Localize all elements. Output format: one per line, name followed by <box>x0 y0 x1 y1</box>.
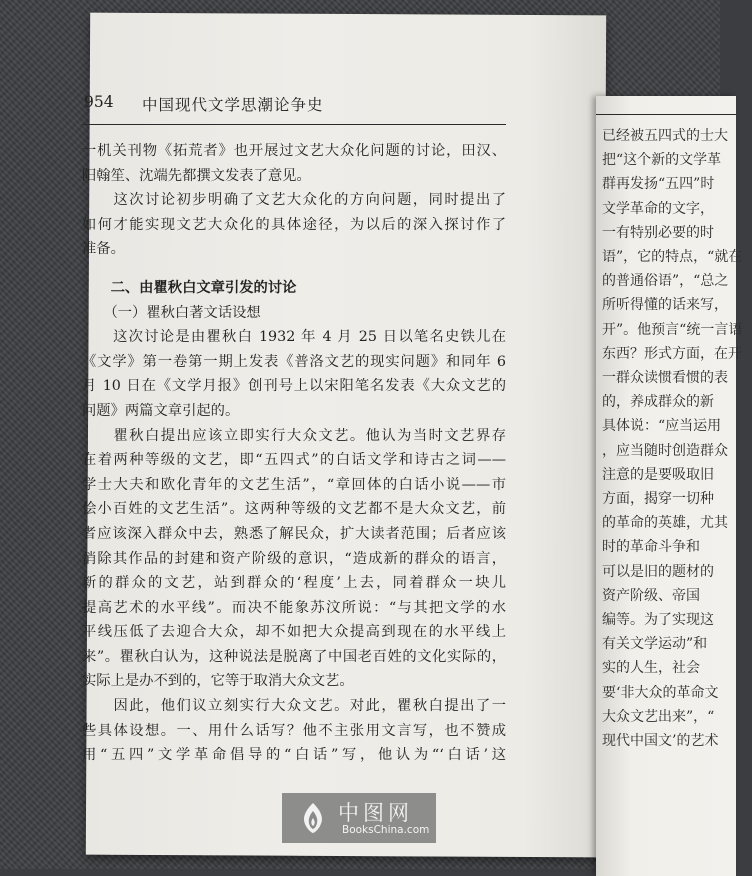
body-line: 些具体设想。一、用什么话写？他不主张用文言写，也不赞成 <box>82 722 506 739</box>
subsection-heading: （一）瞿秋白著文话设想 <box>82 304 261 321</box>
body-line: 一机关刊物《拓荒者》也开展过文艺大众化问题的讨论，田汉、 <box>82 143 506 159</box>
body-line: 月 10 日在《文学月报》创刊号上以宋阳笔名发表《大众文艺的 <box>82 378 506 395</box>
body-line: 平线压低了去迎合大众，却不如把大众提高到现在的水平线上 <box>82 624 506 641</box>
right-page-line: 有关文学运动”和 <box>602 636 708 653</box>
right-header-rule <box>596 114 736 115</box>
body-line: 提高艺术的水平线”。而决不能象苏汶所说：“与其把文学的水 <box>82 599 506 616</box>
right-page-line: 编等。为了实现这 <box>602 612 714 629</box>
body-line: 来”。瞿秋白认为，这种说法是脱离了中国老百姓的文化实际的， <box>82 648 506 665</box>
right-page-line: 的普通俗语”，“总之 <box>602 273 729 290</box>
body-line: 问题》两篇文章引起的。 <box>82 402 240 419</box>
body-line: 新的群众的文艺，站到群众的‘程度’上去，同着群众一块儿 <box>82 575 506 592</box>
right-page-line: 一群众读惯看惯的表 <box>602 370 728 387</box>
right-page-line: 把“这个新的文学革 <box>602 152 722 169</box>
right-page-line: 时的革命斗争和 <box>602 539 700 556</box>
section-heading: 二、由瞿秋白文章引发的讨论 <box>82 279 297 296</box>
body-line: 这次讨论初步明确了文艺大众化的方向问题，同时提出了 <box>82 192 506 209</box>
page-body <box>82 139 506 768</box>
body-line: 这次讨论是由瞿秋白 1932 年 4 月 25 日以笔名史铁儿在 <box>82 329 506 346</box>
body-line: 学士大夫和欧化青年的文艺生活”，“章回体的白话小说——市 <box>82 476 506 493</box>
right-page-line: 现代中国文’的艺术 <box>602 733 719 750</box>
watermark-en: BooksChina.com <box>342 824 430 836</box>
body-line: 消除其作品的封建和资产阶级的意识，“造成新的群众的语言， <box>82 550 506 567</box>
watermark-badge <box>282 793 436 843</box>
header-rule <box>82 124 506 125</box>
body-line: 《文学》第一卷第一期上发表《普洛文艺的现实问题》和同年 6 <box>82 353 506 370</box>
right-page-line: 语”，它的特点，“就在 <box>602 249 743 266</box>
flame-logo-icon <box>298 802 328 834</box>
right-book-page <box>596 96 743 876</box>
right-page-line: 开”。他预言“统一言语 <box>602 321 743 338</box>
right-page-line: 实的人生，社会 <box>602 660 700 677</box>
right-page-line: 文学革命的文字， <box>602 200 714 217</box>
right-page-line: ，应当随时创造群众 <box>602 442 728 459</box>
body-line: 因此，他们议立刻实行大众文艺。对此，瞿秋白提出了一 <box>82 698 506 715</box>
body-line: 准备。 <box>82 241 125 258</box>
right-page-line: 已经被五四式的士大 <box>602 128 728 144</box>
right-page-line: 要‘非大众的革命文 <box>602 684 719 701</box>
right-page-line: 可以是旧的题材的 <box>602 563 714 580</box>
body-line: 瞿秋白提出应该立即实行大众文艺。他认为当时文艺界存 <box>82 427 506 444</box>
right-page-line: 注意的是要吸取旧 <box>602 466 714 483</box>
right-page-line: 资产阶级、帝国 <box>602 587 700 604</box>
right-page-line: 所听得懂的话来写， <box>602 297 728 314</box>
body-line: 实际上是办不到的，它等于取消大众文艺。 <box>82 673 354 690</box>
right-page-line: 具体说：“应当运用 <box>602 418 722 435</box>
body-line: 者应该深入群众中去，熟悉了解民众，扩大读者范围；后者应该 <box>82 525 506 542</box>
watermark-cn: 中图网 <box>338 801 413 825</box>
body-line: 用“五四”文学革命倡导的“白话”写，他认为“‘白话’这 <box>82 747 506 764</box>
right-page-line: 大众文艺出来”，“ <box>602 708 715 725</box>
body-line: 如何才能实现文艺大众化的具体途径，为以后的深入探讨作了 <box>82 216 506 233</box>
right-page-line: 的革命的英雄，尤其 <box>602 515 728 532</box>
right-page-text <box>602 124 752 753</box>
right-page-line: 群再发扬“五四”时 <box>602 176 715 193</box>
right-page-line: 方面，揭穿一切种 <box>602 491 714 508</box>
body-line: 阳翰笙、沈端先都撰文发表了意见。 <box>82 167 311 184</box>
right-page-line: 一有特别必要的时 <box>602 224 714 241</box>
body-line: 在着两种等级的文艺，即“五四式”的白话文学和诗古之词—— <box>82 452 506 469</box>
right-page-line: 的，养成群众的新 <box>602 394 714 411</box>
page-header <box>84 93 504 119</box>
right-page-line: 东西？形式方面，在开 <box>602 345 742 362</box>
book-title: 中国现代文学思潮论争史 <box>142 96 324 114</box>
page-number: 954 <box>84 93 114 111</box>
body-line: 侩小百姓的文艺生活”。这两种等级的文艺都不是大众文艺，前 <box>82 501 506 518</box>
